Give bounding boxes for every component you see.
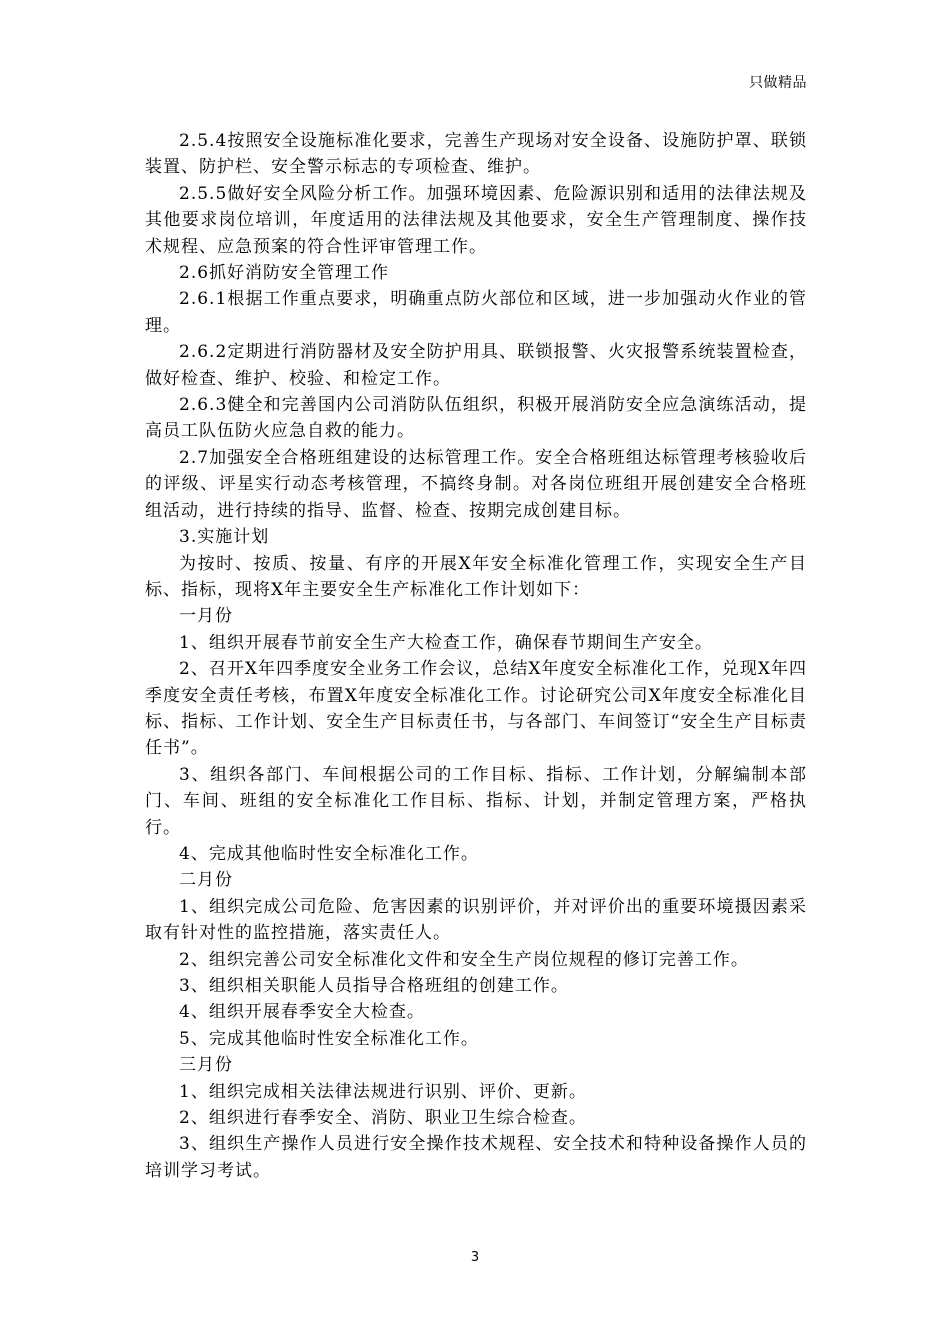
month-heading-january: 一月份 [179,606,233,627]
section-heading-3: 3.实施计划 [179,527,270,548]
list-item: 4、完成其他临时性安全标准化工作。 [179,843,479,864]
paragraph-2-6-2: 2.6.2定期进行消防器材及安全防护用具、联锁报警、火灾报警系统装置检查，做好检查、维护、校验、和检定工作。 [145,342,807,389]
list-item: 1、组织完成相关法律法规进行识别、评价、更新。 [179,1081,587,1102]
month-heading-march: 三月份 [179,1055,233,1076]
paragraph-2-6-1: 2.6.1根据工作重点要求，明确重点防火部位和区域，进一步加强动火作业的管理。 [145,289,807,336]
list-item: 2、组织进行春季安全、消防、职业卫生综合检查。 [179,1108,587,1129]
section-heading-2-6: 2.6抓好消防安全管理工作 [179,263,390,284]
document-body [145,128,807,1184]
page-number: 3 [470,1250,480,1265]
paragraph-2-5-4: 2.5.4按照安全设施标准化要求，完善生产现场对安全设备、设施防护罩、联锁装置、防护栏、安全警示标志的专项检查、维护。 [145,131,807,178]
paragraph-2-6-3: 2.6.3健全和完善国内公司消防队伍组织，积极开展消防安全应急演练活动，提高员工队伍防火应急自救的能力。 [145,395,807,442]
list-item: 3、组织生产操作人员进行安全操作技术规程、安全技术和特种设备操作人员的培训学习考试。 [145,1134,807,1181]
list-item: 1、组织开展春节前安全生产大检查工作，确保春节期间生产安全。 [179,632,713,653]
list-item: 1、组织完成公司危险、危害因素的识别评价，并对评价出的重要环境摄因素采取有针对性的监控措施，落实责任人。 [145,896,807,944]
list-item: 2、召开X年四季度安全业务工作会议，总结X年度安全标准化工作，兑现X年四季度安全责任考核，布置X年度安全标准化工作。讨论研究公司X年度安全标准化目标、指标、工作计划、安全生产目标责任书，与各部门、车间签订“安全生产目标责任书”。 [145,659,807,759]
paragraph-2-5-5: 2.5.5做好安全风险分析工作。加强环境因素、危险源识别和适用的法律法规及其他要求岗位培训，年度适用的法律法规及其他要求，安全生产管理制度、操作技术规程、应急预案的符合性评审管理工作。 [145,183,807,257]
paragraph-plan-intro: 为按时、按质、按量、有序的开展X年安全标准化管理工作，实现安全生产目标、指标，现将X年主要安全生产标准化工作计划如下： [145,553,807,600]
paragraph-2-7: 2.7加强安全合格班组建设的达标管理工作。安全合格班组达标管理考核验收后的评级、评星实行动态考核管理，不搞终身制。对各岗位班组开展创建安全合格班组活动，进行持续的指导、监督、检查、按期完成创建目标。 [145,447,807,521]
list-item: 3、组织相关职能人员指导合格班组的创建工作。 [179,976,569,996]
month-heading-february: 二月份 [179,870,233,891]
list-item: 5、完成其他临时性安全标准化工作。 [179,1028,479,1049]
list-item: 2、组织完善公司安全标准化文件和安全生产岗位规程的修订完善工作。 [179,949,749,970]
list-item: 4、组织开展春季安全大检查。 [179,1002,425,1023]
header-note: 只做精品 [749,75,807,91]
list-item: 3、组织各部门、车间根据公司的工作目标、指标、工作计划，分解编制本部门、车间、班组的安全标准化工作目标、指标、计划，并制定管理方案，严格执行。 [145,764,807,838]
